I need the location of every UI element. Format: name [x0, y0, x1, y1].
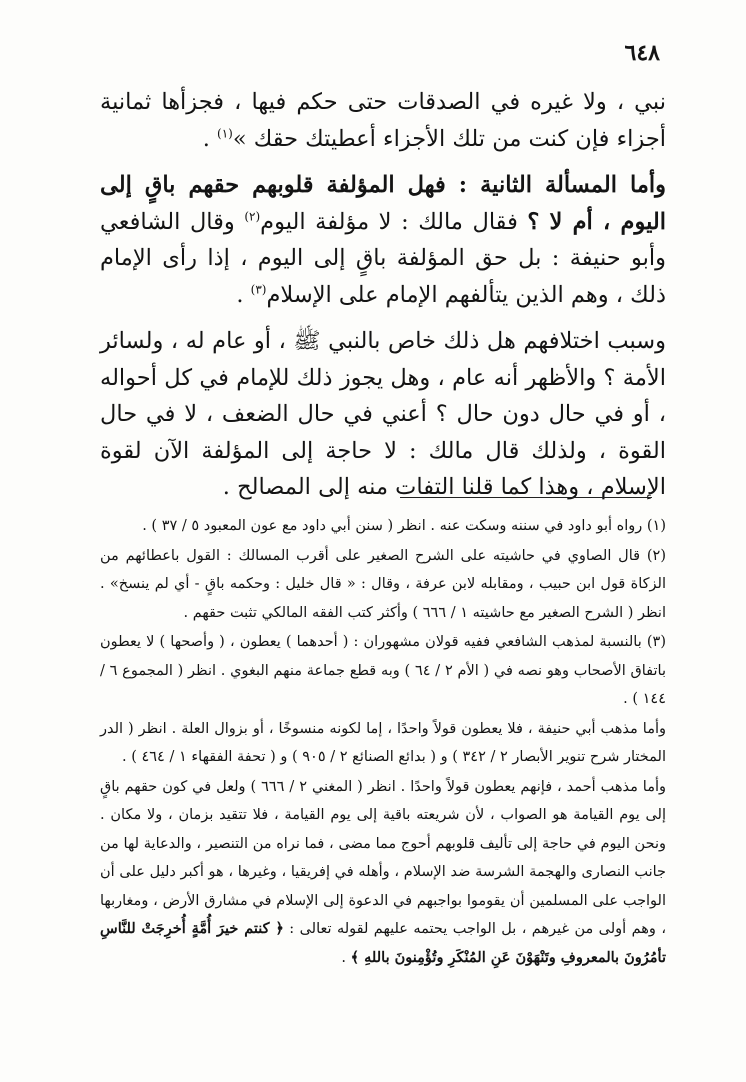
main-text [100, 84, 666, 506]
footnote-divider [400, 497, 652, 498]
footnote-number: (٣) [646, 634, 666, 650]
footnote-number: (١) [646, 518, 666, 534]
footnote-ref[interactable]: (٣) [250, 282, 267, 296]
footnote-ref[interactable]: (٢) [244, 209, 261, 223]
quran-verse: ﴿ كنتم خيرَ أُمَّةٍ أُخرِجَتْ للنَّاسِ تأمُرُونَ بالمعروفِ وتَنْهَوْنَ عَنِ المُنْكَرِ وتُؤْمِنونَ باللهِ ﴾ [100, 920, 666, 966]
footnote-2: (٢) قال الصاوي في حاشيته على الشرح الصغير على أقرب المسالك : القول باعطائهم من الزكاة قول ابن حبيب ، ومقابله لابن عرفة ، وقال : « قال خليل : وحكمه باقٍ - أي لم ينسخ» . انظر ( الشرح الصغير مع حاشيته ١ / ٦٦٦ ) وأكثر كتب الفقه المالكي تثبت حقهم . [100, 547, 666, 621]
paragraph-3: وسبب اختلافهم هل ذلك خاص بالنبي ﷺ ، أو عام له ، ولسائر الأمة ؟ والأظهر أنه عام ، وهل يجوز ذلك للإمام في كل أحواله ، أو في حال دون حال ؟ أعني في حال الضعف ، لا في حال القوة ، ولذلك قال مالك : لا حاجة إلى المؤلفة الآن لقوة الإسلام ، وهذا كما قلنا التفات منه إلى المصالح . [100, 328, 666, 500]
footnote-1: (١) رواه أبو داود في سننه وسكت عنه . انظر ( سنن أبي داود مع عون المعبود ٥ / ٣٧ ) . [142, 518, 666, 534]
footnote-number: (٢) [646, 547, 666, 564]
footnote-ref[interactable]: (١) [217, 126, 233, 140]
footnote-3-hanafi: وأما مذهب أبي حنيفة ، فلا يعطون قولاً واحدًا ، إما لكونه منسوخًا ، أو بزوال العلة . انظر ( الدر المختار شرح تنوير الأبصار ٢ / ٣٤٢ ) و ( بدائع الصنائع ٢ / ٩٠٥ ) و ( تحفة الفقهاء ١ / ٤٦٤ ) . [100, 720, 666, 765]
footnote-3: (٣) بالنسبة لمذهب الشافعي ففيه قولان مشهوران : ( أحدهما ) يعطون ، ( وأصحها ) لا يعطون باتفاق الأصحاب وهو نصه في ( الأم ٢ / ٦٤ ) وبه قطع جماعة منهم البغوي . انظر ( المجموع ٦ / ١٤٤ ) . [100, 634, 666, 707]
page-number: ٦٤٨ [624, 40, 660, 66]
paragraph-2: وأما المسألة الثانية : فهل المؤلفة قلوبهم حقهم باقٍ إلى اليوم ، أم لا ؟ فقال مالك : لا مؤلفة اليوم$^{(٢)}$ وقال الشافعي وأبو حنيفة : بل حق المؤلفة باقٍ إلى اليوم ، إذا رأى الإمام ذلك ، وهم الذين يتألفهم الإمام على الإسلام$^{(٣)}$ . [100, 172, 666, 308]
section-heading: وأما المسألة الثانية : فهل المؤلفة قلوبهم حقهم باقٍ إلى اليوم ، أم لا ؟ [100, 172, 666, 235]
paragraph-1: نبي ، ولا غيره في الصدقات حتى حكم فيها ، فجزأها ثمانية أجزاء فإن كنت من تلك الأجزاء أعطيتك حقك »$^{(١)}$ . [100, 89, 666, 152]
footnote-3-hanbali: وأما مذهب أحمد ، فإنهم يعطون قولاً واحدًا . انظر ( المغني ٢ / ٦٦٦ ) ولعل في كون حقهم باقٍ إلى يوم القيامة هو الصواب ، لأن شريعته باقية إلى يوم القيامة ، فلا تتقيد بزمان ، ولا مكان . ونحن اليوم في حاجة إلى تأليف قلوبهم أحوج مما مضى ، فما نراه من التنصير ، والدعاية لها من جانب النصارى والهجمة الشرسة ضد الإسلام ، وأهله في إفريقيا ، وغيرها ، هو أكبر دليل على أن الواجب على المسلمين أن يقوموا بواجبهم في الدعوة إلى الإسلام في مشارق الأرض ، ومغاربها ، وهم أولى من غيرهم ، بل الواجب يحتمه عليهم لقوله تعالى : ﴿ كنتم خيرَ أُمَّةٍ أُخرِجَتْ للنَّاسِ تأمُرُونَ بالمعروفِ وتَنْهَوْنَ عَنِ المُنْكَرِ وتُؤْمِنونَ باللهِ ﴾ . [100, 778, 667, 966]
footnotes [100, 512, 666, 972]
